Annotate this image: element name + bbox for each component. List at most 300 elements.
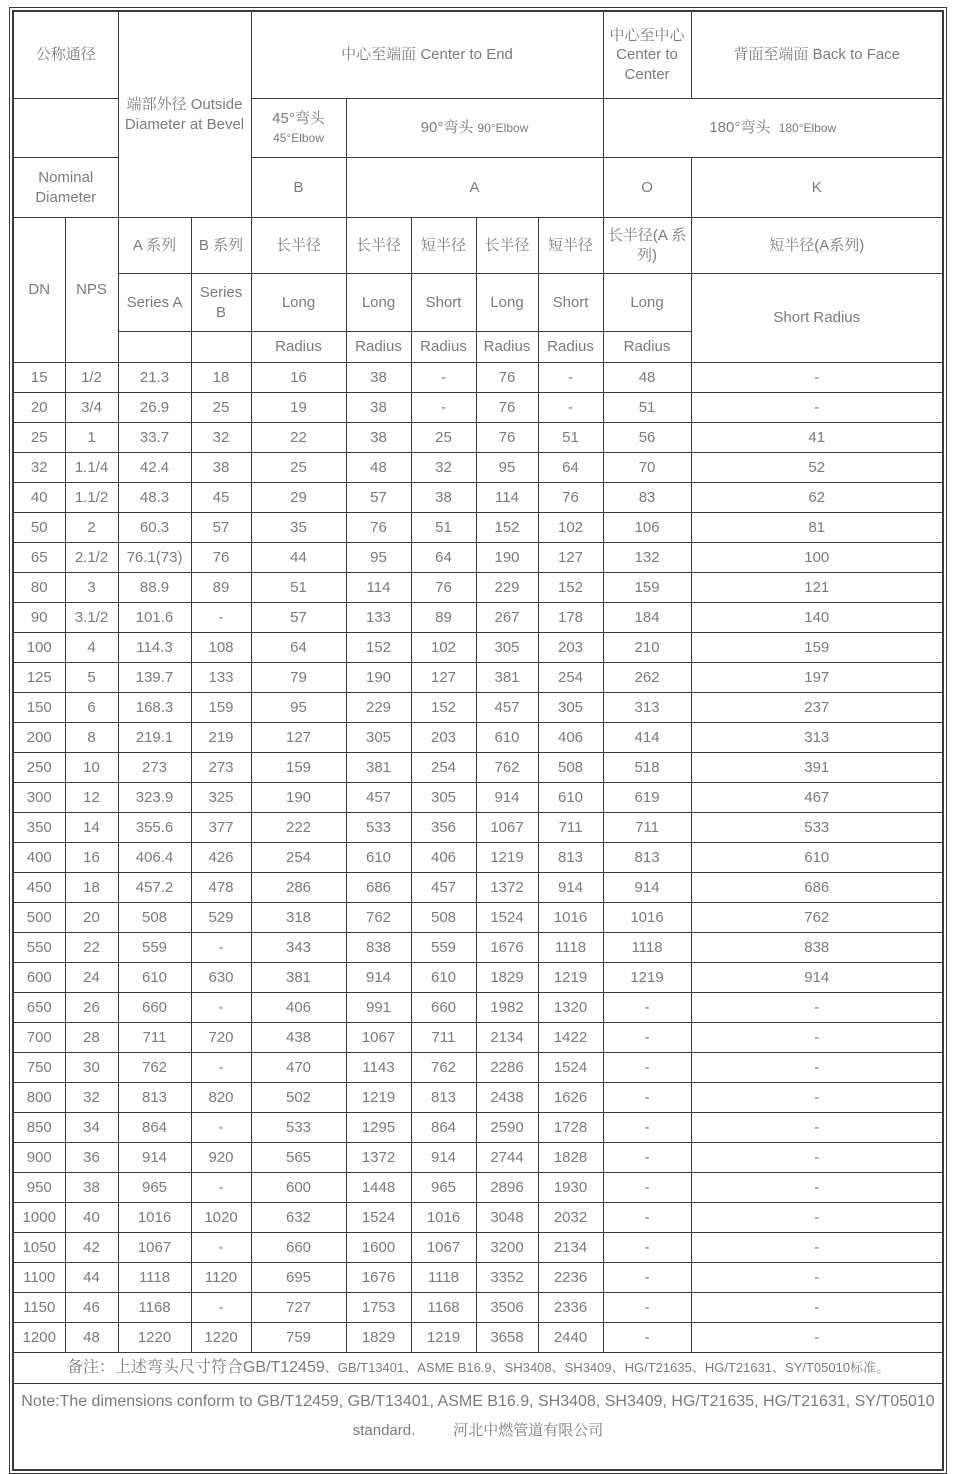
dimension-cell: 1676 [476, 933, 538, 963]
dimension-cell: 2 [65, 513, 118, 543]
dimension-cell: 914 [476, 783, 538, 813]
short-radius-a-series-header: 短半径(A系列) [691, 218, 943, 274]
table-row [13, 993, 943, 1023]
dimension-cell: 262 [603, 663, 691, 693]
dimension-cell: 1448 [346, 1173, 411, 1203]
dimension-cell: 762 [691, 903, 943, 933]
table-row [13, 663, 943, 693]
dimension-cell: 95 [346, 543, 411, 573]
dimension-cell: 533 [251, 1113, 346, 1143]
dimension-cell: 1728 [538, 1113, 603, 1143]
dimension-cell: 101.6 [118, 603, 191, 633]
elbow-dimensions-table-frame [9, 7, 947, 1474]
dimension-cell: 711 [118, 1023, 191, 1053]
dimension-cell: 323.9 [118, 783, 191, 813]
dimension-cell: - [603, 1263, 691, 1293]
dimension-cell: - [691, 363, 943, 393]
dimension-cell: 502 [251, 1083, 346, 1113]
dimension-cell: 1219 [411, 1323, 476, 1353]
dimension-cell: 88.9 [118, 573, 191, 603]
dimension-cell: - [191, 1053, 251, 1083]
dimension-cell: 1220 [118, 1323, 191, 1353]
dimension-cell: 813 [118, 1083, 191, 1113]
dimension-cell: 610 [118, 963, 191, 993]
dimension-cell: 533 [346, 813, 411, 843]
dimension-cell: 121 [691, 573, 943, 603]
dimension-cell: 3352 [476, 1263, 538, 1293]
dimension-cell: 632 [251, 1203, 346, 1233]
dimension-cell: 42 [65, 1233, 118, 1263]
dimension-cell: 60.3 [118, 513, 191, 543]
dimension-cell: 800 [13, 1083, 65, 1113]
dimension-cell: 686 [691, 873, 943, 903]
dimension-cell: 1143 [346, 1053, 411, 1083]
dimension-cell: 478 [191, 873, 251, 903]
dimension-cell: 610 [411, 963, 476, 993]
dimension-cell: 219.1 [118, 723, 191, 753]
dimension-cell: 406 [251, 993, 346, 1023]
dimension-cell: 3 [65, 573, 118, 603]
dimension-cell: 660 [118, 993, 191, 1023]
table-row [13, 1263, 943, 1293]
dimension-cell: 864 [411, 1113, 476, 1143]
note-cn: 备注：上述弯头尺寸符合GB/T12459、GB/T13401、ASME B16.9、SH3408、SH3409、HG/T21635、HG/T21631、SY/T05010标准。 [13, 1353, 943, 1384]
dimension-cell: 750 [13, 1053, 65, 1083]
series-b-en-header: Series B [191, 274, 251, 332]
dimension-cell: 1626 [538, 1083, 603, 1113]
dimension-cell: 29 [251, 483, 346, 513]
table-header [13, 11, 943, 363]
dimension-cell: 76 [476, 423, 538, 453]
column-k-header: K [691, 158, 943, 218]
dimension-cell: 81 [691, 513, 943, 543]
dimension-cell: 197 [691, 663, 943, 693]
dimension-cell: 1067 [476, 813, 538, 843]
dimension-cell: 1.1/2 [65, 483, 118, 513]
dimension-cell: 273 [191, 753, 251, 783]
dimension-cell: 813 [538, 843, 603, 873]
dimension-cell: 6 [65, 693, 118, 723]
table-row [13, 963, 943, 993]
dimension-cell: 2744 [476, 1143, 538, 1173]
dimension-cell: 42.4 [118, 453, 191, 483]
dimension-cell: 1118 [603, 933, 691, 963]
table-row [13, 363, 943, 393]
header-row-5 [13, 274, 943, 332]
dimension-cell: 914 [691, 963, 943, 993]
dimension-cell: 159 [191, 693, 251, 723]
dimension-cell: 508 [538, 753, 603, 783]
dimension-cell: 65 [13, 543, 65, 573]
dimension-cell: 45 [191, 483, 251, 513]
dimension-cell: 313 [603, 693, 691, 723]
dimension-cell: 610 [476, 723, 538, 753]
dimension-cell: 381 [346, 753, 411, 783]
dimension-cell: - [691, 1083, 943, 1113]
nominal-diameter-en-header: Nominal Diameter [13, 158, 118, 218]
dimension-cell: 90 [13, 603, 65, 633]
dimension-cell: 467 [691, 783, 943, 813]
dimension-cell: 159 [603, 573, 691, 603]
dimension-cell: 1600 [346, 1233, 411, 1263]
dimension-cell: 920 [191, 1143, 251, 1173]
dimension-cell: 356 [411, 813, 476, 843]
dimension-cell: 343 [251, 933, 346, 963]
dimension-cell: 229 [476, 573, 538, 603]
dimension-cell: 305 [538, 693, 603, 723]
short-label: Short [411, 274, 476, 332]
dimension-cell: 550 [13, 933, 65, 963]
dimension-cell: 450 [13, 873, 65, 903]
dimension-cell: 381 [251, 963, 346, 993]
table-row [13, 1323, 943, 1353]
dimension-cell: 229 [346, 693, 411, 723]
dimension-cell: 1753 [346, 1293, 411, 1323]
dimension-cell: 660 [411, 993, 476, 1023]
dimension-cell: - [691, 1173, 943, 1203]
dimension-cell: 305 [476, 633, 538, 663]
dimension-cell: 56 [603, 423, 691, 453]
dimension-cell: 457 [411, 873, 476, 903]
dimension-cell: 2336 [538, 1293, 603, 1323]
dimension-cell: - [603, 1143, 691, 1173]
dimension-cell: 152 [411, 693, 476, 723]
dimension-cell: 457 [476, 693, 538, 723]
dimension-cell: 950 [13, 1173, 65, 1203]
dimension-cell: 40 [65, 1203, 118, 1233]
dimension-cell: 133 [346, 603, 411, 633]
dimension-cell: - [691, 1113, 943, 1143]
dimension-cell: 500 [13, 903, 65, 933]
dimension-cell: 1828 [538, 1143, 603, 1173]
dimension-cell: 44 [251, 543, 346, 573]
dimension-cell: 720 [191, 1023, 251, 1053]
long-radius-cn-header: 长半径 [476, 218, 538, 274]
dimension-cell: 16 [251, 363, 346, 393]
note-row-cn [13, 1353, 943, 1384]
dimension-cell: 14 [65, 813, 118, 843]
dimension-cell: 630 [191, 963, 251, 993]
dimension-cell: 89 [411, 603, 476, 633]
dimension-cell: 3/4 [65, 393, 118, 423]
dimension-cell: - [691, 393, 943, 423]
dimension-cell: 533 [691, 813, 943, 843]
dimension-cell: 222 [251, 813, 346, 843]
dimension-cell: 1/2 [65, 363, 118, 393]
dimension-cell: 305 [346, 723, 411, 753]
dimension-cell: 1168 [118, 1293, 191, 1323]
dimension-cell: 203 [538, 633, 603, 663]
dimension-cell: - [191, 933, 251, 963]
short-radius-cn-header: 短半径 [538, 218, 603, 274]
dimension-cell: - [603, 1173, 691, 1203]
dimension-cell: 25 [251, 453, 346, 483]
table-row [13, 753, 943, 783]
dimension-cell: - [691, 1023, 943, 1053]
elbow-90-header: 90°弯头 90°Elbow [346, 99, 603, 158]
column-o-header: O [603, 158, 691, 218]
dimension-cell: 22 [251, 423, 346, 453]
dimension-cell: 38 [346, 393, 411, 423]
dimension-cell: - [191, 1113, 251, 1143]
dimension-cell: 377 [191, 813, 251, 843]
dimension-cell: 900 [13, 1143, 65, 1173]
dimension-cell: 25 [13, 423, 65, 453]
dimension-cell: - [191, 1233, 251, 1263]
dimension-cell: 51 [411, 513, 476, 543]
back-to-face-header: 背面至端面 Back to Face [691, 11, 943, 99]
dimension-cell: 38 [411, 483, 476, 513]
table-row [13, 1203, 943, 1233]
table-row [13, 813, 943, 843]
dimension-cell: 41 [691, 423, 943, 453]
dimension-cell: 76.1(73) [118, 543, 191, 573]
dimension-cell: 1524 [346, 1203, 411, 1233]
dimension-cell: 114 [346, 573, 411, 603]
dimension-cell: 51 [538, 423, 603, 453]
dimension-cell: 10 [65, 753, 118, 783]
dimension-cell: - [191, 993, 251, 1023]
table-row [13, 1083, 943, 1113]
dimension-cell: 114 [476, 483, 538, 513]
radius-label: Radius [411, 332, 476, 363]
dimension-cell: 3.1/2 [65, 603, 118, 633]
dimension-cell: 127 [411, 663, 476, 693]
dimension-cell: 159 [691, 633, 943, 663]
radius-label: Radius [251, 332, 346, 363]
elbow-dimensions-table [12, 10, 944, 1471]
dimension-cell: 19 [251, 393, 346, 423]
dimension-cell: 100 [13, 633, 65, 663]
dimension-cell: - [603, 1023, 691, 1053]
dimension-cell: 457.2 [118, 873, 191, 903]
dimension-cell: 355.6 [118, 813, 191, 843]
dimension-cell: 100 [691, 543, 943, 573]
dimension-cell: 24 [65, 963, 118, 993]
dimension-cell: 38 [191, 453, 251, 483]
empty-header-cell [13, 99, 118, 158]
dimension-cell: 820 [191, 1083, 251, 1113]
dimension-cell: 1100 [13, 1263, 65, 1293]
dimension-cell: 518 [603, 753, 691, 783]
dimension-cell: - [603, 1323, 691, 1353]
dimension-cell: 50 [13, 513, 65, 543]
dimension-cell: 2286 [476, 1053, 538, 1083]
column-a-header: A [346, 158, 603, 218]
note-en-line2: standard. 河北中燃管道有限公司 [352, 1421, 604, 1439]
dimension-cell: 152 [476, 513, 538, 543]
dimension-cell: 190 [346, 663, 411, 693]
dimension-cell: 48 [346, 453, 411, 483]
dimension-cell: 406 [538, 723, 603, 753]
dimension-cell: 190 [476, 543, 538, 573]
dimension-cell: 686 [346, 873, 411, 903]
dimension-cell: 850 [13, 1113, 65, 1143]
table-row [13, 843, 943, 873]
dimension-cell: 313 [691, 723, 943, 753]
dimension-cell: 25 [191, 393, 251, 423]
dimension-cell: 1422 [538, 1023, 603, 1053]
dimension-cell: 965 [411, 1173, 476, 1203]
dimension-cell: 965 [118, 1173, 191, 1203]
short-radius-cn-header: 短半径 [411, 218, 476, 274]
dimension-cell: 1118 [538, 933, 603, 963]
dimension-cell: 711 [411, 1023, 476, 1053]
dimension-cell: 1067 [411, 1233, 476, 1263]
dimension-cell: - [691, 1263, 943, 1293]
dimension-cell: 44 [65, 1263, 118, 1293]
dimension-cell: 95 [476, 453, 538, 483]
dimension-cell: 1829 [476, 963, 538, 993]
dimension-cell: 762 [411, 1053, 476, 1083]
dimension-cell: 1524 [476, 903, 538, 933]
dimension-cell: 1016 [603, 903, 691, 933]
dn-header: DN [13, 218, 65, 363]
dimension-cell: 914 [346, 963, 411, 993]
dimension-cell: 18 [191, 363, 251, 393]
outside-diameter-header: 端部外径 Outside Diameter at Bevel [118, 11, 251, 218]
dimension-cell: 1982 [476, 993, 538, 1023]
dimension-cell: 26.9 [118, 393, 191, 423]
series-a-cn-header: A 系列 [118, 218, 191, 274]
long-label: Long [251, 274, 346, 332]
dimension-cell: 762 [118, 1053, 191, 1083]
dimension-cell: 200 [13, 723, 65, 753]
dimension-cell: 1220 [191, 1323, 251, 1353]
dimension-cell: 38 [65, 1173, 118, 1203]
dimension-cell: 210 [603, 633, 691, 663]
dimension-cell: 610 [538, 783, 603, 813]
empty-header-cell [191, 332, 251, 363]
dimension-cell: 325 [191, 783, 251, 813]
dimension-cell: 1676 [346, 1263, 411, 1293]
table-row [13, 1173, 943, 1203]
dimension-cell: 700 [13, 1023, 65, 1053]
dimension-cell: 152 [346, 633, 411, 663]
dimension-cell: 70 [603, 453, 691, 483]
note-en [13, 1384, 943, 1471]
dimension-cell: 2440 [538, 1323, 603, 1353]
dimension-cell: 600 [251, 1173, 346, 1203]
dimension-cell: 125 [13, 663, 65, 693]
dimension-cell: 178 [538, 603, 603, 633]
dimension-cell: 250 [13, 753, 65, 783]
dimension-cell: 813 [411, 1083, 476, 1113]
dimension-cell: 57 [251, 603, 346, 633]
dimension-cell: - [603, 1113, 691, 1143]
dimension-cell: 914 [411, 1143, 476, 1173]
dimension-cell: 762 [346, 903, 411, 933]
dimension-cell: 32 [191, 423, 251, 453]
dimension-cell: - [191, 603, 251, 633]
dimension-cell: - [603, 1233, 691, 1263]
dimension-cell: 1050 [13, 1233, 65, 1263]
dimension-cell: - [411, 393, 476, 423]
table-row [13, 603, 943, 633]
dimension-cell: - [411, 363, 476, 393]
dimension-cell: 1168 [411, 1293, 476, 1323]
dimension-cell: 2.1/2 [65, 543, 118, 573]
dimension-cell: 457 [346, 783, 411, 813]
dimension-cell: 254 [251, 843, 346, 873]
series-a-en-header: Series A [118, 274, 191, 332]
dimension-cell: 305 [411, 783, 476, 813]
dimension-cell: 1200 [13, 1323, 65, 1353]
dimension-cell: 864 [118, 1113, 191, 1143]
table-row [13, 693, 943, 723]
dimension-cell: 470 [251, 1053, 346, 1083]
dimension-cell: 76 [476, 393, 538, 423]
table-body [13, 363, 943, 1353]
dimension-cell: 79 [251, 663, 346, 693]
dimension-cell: 762 [476, 753, 538, 783]
company-name: 河北中燃管道有限公司 [453, 1421, 604, 1439]
elbow-45-header: 45°弯头 45°Elbow [251, 99, 346, 158]
table-footer [13, 1353, 943, 1471]
dimension-cell: 1524 [538, 1053, 603, 1083]
dimension-cell: 76 [476, 363, 538, 393]
dimension-cell: 21.3 [118, 363, 191, 393]
dimension-cell: - [691, 1293, 943, 1323]
dimension-cell: 132 [603, 543, 691, 573]
dimension-cell: 1372 [346, 1143, 411, 1173]
dimension-cell: 2134 [476, 1023, 538, 1053]
dimension-cell: - [191, 1173, 251, 1203]
dimension-cell: 48 [603, 363, 691, 393]
dimension-cell: 2236 [538, 1263, 603, 1293]
note-row-en [13, 1384, 943, 1471]
dimension-cell: 76 [346, 513, 411, 543]
table-row [13, 453, 943, 483]
dimension-cell: 1295 [346, 1113, 411, 1143]
dimension-cell: 35 [251, 513, 346, 543]
dimension-cell: 46 [65, 1293, 118, 1323]
empty-header-cell [118, 332, 191, 363]
note-en-line1: Note:The dimensions conform to GB/T12459, GB/T13401, ASME B16.9, SH3408, SH3409, HG/T21635, HG/T21631, SY/T05010 [21, 1393, 935, 1410]
dimension-cell: 711 [603, 813, 691, 843]
dimension-cell: 1930 [538, 1173, 603, 1203]
radius-label: Radius [603, 332, 691, 363]
dimension-cell: 15 [13, 363, 65, 393]
dimension-cell: 1067 [118, 1233, 191, 1263]
dimension-cell: 32 [65, 1083, 118, 1113]
long-radius-cn-header: 长半径 [346, 218, 411, 274]
dimension-cell: 650 [13, 993, 65, 1023]
table-row [13, 633, 943, 663]
dimension-cell: 168.3 [118, 693, 191, 723]
dimension-cell: 8 [65, 723, 118, 753]
dimension-cell: 18 [65, 873, 118, 903]
dimension-cell: 159 [251, 753, 346, 783]
dimension-cell: 203 [411, 723, 476, 753]
dimension-cell: 711 [538, 813, 603, 843]
center-to-end-header: 中心至端面 Center to End [251, 11, 603, 99]
dimension-cell: 1219 [476, 843, 538, 873]
dimension-cell: - [538, 363, 603, 393]
dimension-cell: 2134 [538, 1233, 603, 1263]
dimension-cell: 813 [603, 843, 691, 873]
dimension-cell: 1372 [476, 873, 538, 903]
dimension-cell: 28 [65, 1023, 118, 1053]
table-row [13, 423, 943, 453]
dimension-cell: 400 [13, 843, 65, 873]
series-b-cn-header: B 系列 [191, 218, 251, 274]
dimension-cell: 127 [538, 543, 603, 573]
dimension-cell: 660 [251, 1233, 346, 1263]
dimension-cell: 52 [691, 453, 943, 483]
dimension-cell: 26 [65, 993, 118, 1023]
table-row [13, 933, 943, 963]
